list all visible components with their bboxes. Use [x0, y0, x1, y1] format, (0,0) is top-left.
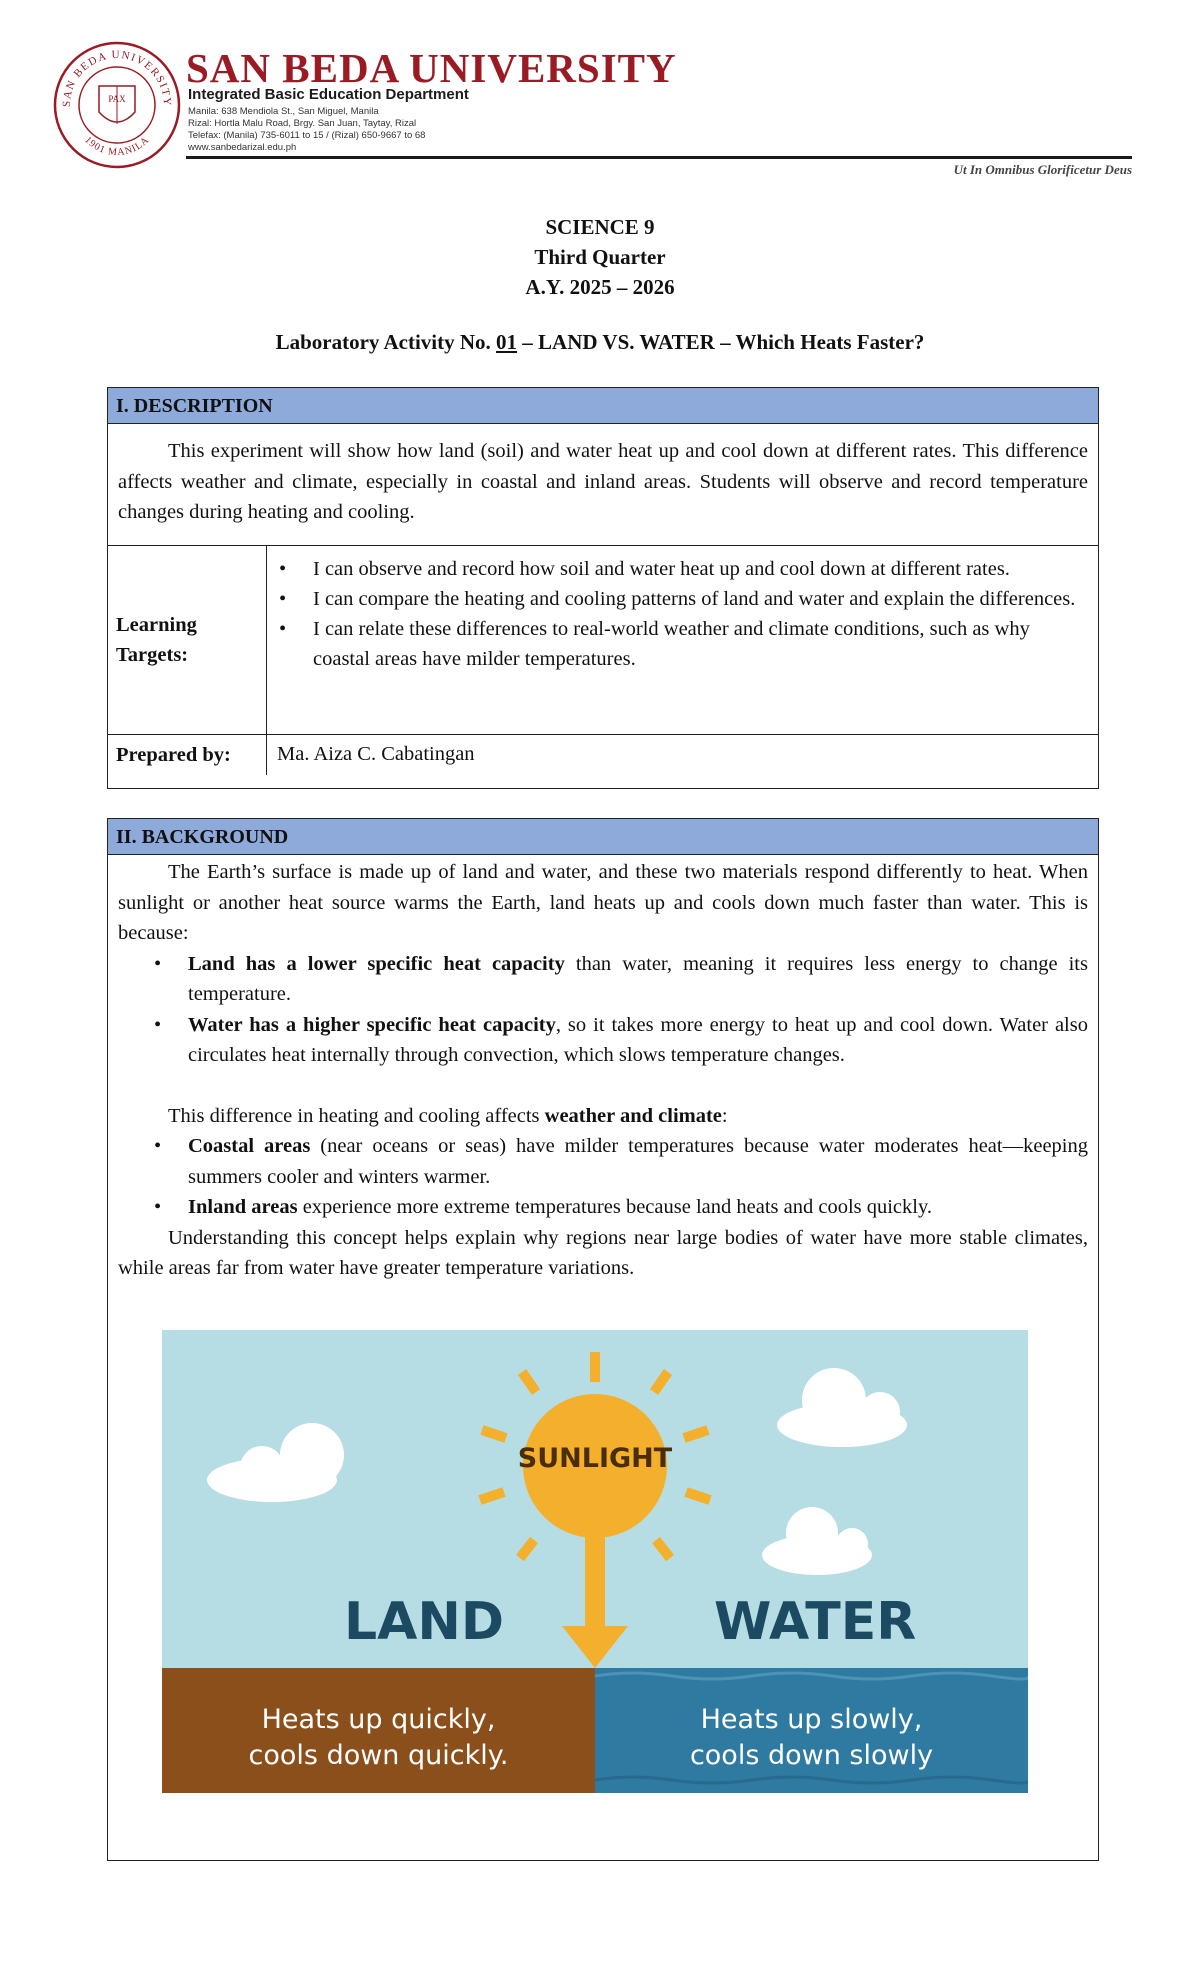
land-caption: Heats up quickly, cools down quickly. — [248, 1704, 509, 1771]
university-seal-icon — [52, 40, 182, 170]
land-vs-water-illustration — [162, 1330, 1028, 1793]
university-name: SAN BEDA UNIVERSITY — [186, 45, 677, 91]
background-heading: II. BACKGROUND — [108, 819, 1098, 855]
list-item: • Coastal areas (near oceans or seas) have milder temperatures because water moderates heat—keeping summers cooler and winters warmer. — [188, 1131, 1088, 1192]
learning-targets-label: Learning Targets: — [108, 546, 267, 734]
lab-number: 01 — [496, 330, 518, 354]
sunlight-arrow-shaft — [585, 1535, 605, 1635]
list-item: • I can observe and record how soil and water heat up and cool down at different rates. — [303, 554, 1088, 584]
specific-heat-list — [108, 949, 1098, 1071]
background-conclusion: Understanding this concept helps explain why regions near large bodies of water have more stable climates, while areas far from water have greater temperature variations. — [118, 1226, 1088, 1279]
learning-targets-row — [108, 545, 1098, 734]
seal-text-top: SAN BEDA UNIVERSITY — [60, 48, 174, 108]
background-intro: The Earth’s surface is made up of land and water, and these two materials respond differently to heat. When sunlight or another heat source warms the Earth, land heats up and cools down much faster than water. This is because: — [118, 861, 1088, 944]
header-divider — [186, 156, 1132, 159]
description-text: This experiment will show how land (soil) and water heat up and cool down at different rates. This difference affects weather and climate, especially in coastal and inland areas. Students will observe and record temperature changes during heating and cooling. — [118, 440, 1088, 523]
land-label: LAND — [344, 1592, 505, 1652]
motto: Ut In Omnibus Glorificetur Deus — [953, 162, 1132, 177]
address-line: Rizal: Hortla Malu Road, Brgy. San Juan, Taytay, Rizal — [188, 118, 417, 129]
svg-text:1901 MANILA — [82, 135, 151, 159]
water-label: WATER — [714, 1592, 917, 1652]
seal-text-bottom: 1901 MANILA — [82, 134, 152, 159]
water-caption: Heats up slowly, cools down slowly — [689, 1704, 934, 1771]
list-item: • Land has a lower specific heat capacity than water, meaning it requires less energy to change its temperature. — [188, 949, 1088, 1010]
list-item: • I can compare the heating and cooling patterns of land and water and explain the differences. — [303, 584, 1088, 614]
letterhead — [0, 0, 1200, 180]
list-item: • Water has a higher specific heat capacity, so it takes more energy to heat up and cool down. Water also circulates heat internally through convection, which slows temperature changes. — [188, 1010, 1088, 1071]
prepared-by-label: Prepared by: — [108, 735, 267, 775]
seal-center-text: PAX — [108, 94, 126, 104]
address-line: Telefax: (Manila) 735-6011 to 15 / (Rizal) 650-9667 to 68 — [188, 130, 426, 141]
quarter-title: Third Quarter — [534, 245, 666, 269]
address-line: Manila: 638 Mendiola St., San Miguel, Manila — [188, 106, 379, 117]
list-item: • I can relate these differences to real-world weather and climate conditions, such as why coastal areas have milder temperatures. — [303, 614, 1088, 674]
subject-title: SCIENCE 9 — [545, 215, 655, 239]
website-line: www.sanbedarizal.edu.ph — [188, 142, 297, 153]
description-section — [107, 387, 1099, 789]
prepared-by-row — [108, 734, 1098, 775]
department-name: Integrated Basic Education Department — [188, 86, 469, 103]
lab-activity-title: Laboratory Activity No. 01 – LAND VS. WATER – Which Heats Faster? — [275, 330, 925, 354]
climate-list — [108, 1131, 1098, 1223]
learning-targets-list — [267, 546, 1098, 678]
sunlight-label: SUNLIGHT — [517, 1443, 673, 1474]
list-item: • Inland areas experience more extreme temperatures because land heats and cools quickly. — [188, 1192, 1088, 1223]
academic-year: A.Y. 2025 – 2026 — [525, 275, 675, 299]
document-titles — [0, 212, 1200, 302]
background-intro-2: This difference in heating and cooling affects weather and climate: — [168, 1104, 728, 1127]
description-heading: I. DESCRIPTION — [108, 388, 1098, 424]
prepared-by-name: Ma. Aiza C. Cabatingan — [277, 742, 475, 765]
